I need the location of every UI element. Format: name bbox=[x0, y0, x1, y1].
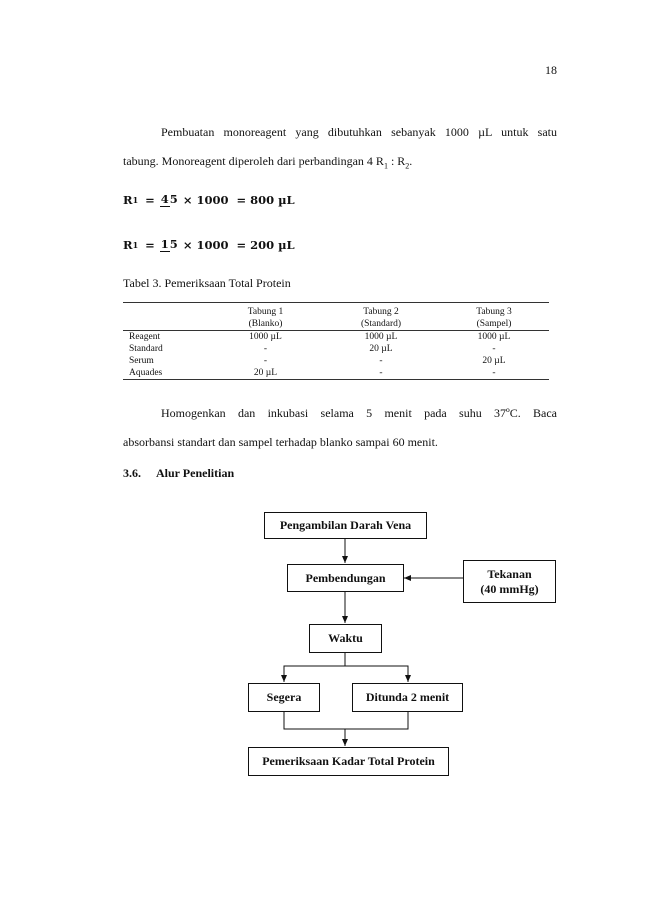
flow-step-waktu: Waktu bbox=[309, 624, 382, 653]
flow-pressure-box: Tekanan (40 mmHg) bbox=[463, 560, 556, 603]
equation-1: R 1 = 45 × 1000 = 800 µL bbox=[123, 192, 295, 207]
arrow-step3-to-left bbox=[284, 653, 345, 682]
table-cell: 1000 µL bbox=[477, 332, 511, 342]
header-standard: (Standard) bbox=[323, 318, 439, 331]
paragraph-2-line-1: Homogenkan dan inkubasi selama 5 menit pada suhu 37ºC. Baca bbox=[161, 406, 557, 420]
row-label: Aquades bbox=[123, 367, 208, 380]
header-blanko: (Blanko) bbox=[208, 318, 323, 331]
flow-step-pemeriksaan: Pemeriksaan Kadar Total Protein bbox=[248, 747, 449, 776]
table-cell: 20 µL bbox=[369, 344, 393, 354]
table-cell: - bbox=[263, 344, 268, 354]
arrow-step3-to-right bbox=[345, 666, 408, 682]
table-cell: 20 µL bbox=[482, 356, 506, 366]
flow-step-pengambilan-darah: Pengambilan Darah Vena bbox=[264, 512, 427, 539]
paragraph-2-line-2: absorbansi standart dan sampel terhadap blanko sampai 60 menit. bbox=[123, 435, 438, 449]
table-cell: 1000 µL bbox=[249, 332, 282, 342]
row-label: Standard bbox=[129, 344, 163, 354]
fraction-4-5: 45 bbox=[160, 192, 178, 206]
row-label: Reagent bbox=[129, 332, 161, 342]
section-title: Alur Penelitian bbox=[156, 466, 235, 480]
flow-step-pembendungan: Pembendungan bbox=[287, 564, 404, 592]
header-sampel: (Sampel) bbox=[439, 318, 549, 331]
table-cell: - bbox=[492, 344, 496, 354]
page-number: 18 bbox=[545, 63, 557, 77]
table-caption: Tabel 3. Pemeriksaan Total Protein bbox=[123, 276, 291, 290]
header-tabung-1: Tabung 1 bbox=[208, 303, 323, 319]
flow-branch-ditunda: Ditunda 2 menit bbox=[352, 683, 463, 712]
header-tabung-2: Tabung 2 bbox=[323, 303, 439, 319]
table-cell: - bbox=[379, 356, 383, 366]
equation-2: R 1 = 15 × 1000 = 200 µL bbox=[123, 237, 295, 252]
table-cell: - bbox=[439, 367, 549, 380]
header-tabung-3: Tabung 3 bbox=[439, 303, 549, 319]
table-cell: 1000 µL bbox=[364, 332, 398, 342]
paragraph-1-line-1: Pembuatan monoreagent yang dibutuhkan sebanyak 1000 µL untuk satu bbox=[161, 125, 557, 139]
table-cell: - bbox=[263, 356, 268, 366]
flow-branch-segera: Segera bbox=[248, 683, 320, 712]
table-cell: 20 µL bbox=[208, 367, 323, 380]
fraction-1-5: 15 bbox=[160, 237, 178, 251]
row-label: Serum bbox=[129, 356, 154, 366]
paragraph-1-line-2: tabung. Monoreagent diperoleh dari perbandingan 4 $R_1$ : $R_2$. bbox=[123, 154, 413, 171]
merge-line bbox=[284, 712, 408, 729]
section-number: 3.6. bbox=[123, 466, 141, 480]
table-cell: - bbox=[323, 367, 439, 380]
